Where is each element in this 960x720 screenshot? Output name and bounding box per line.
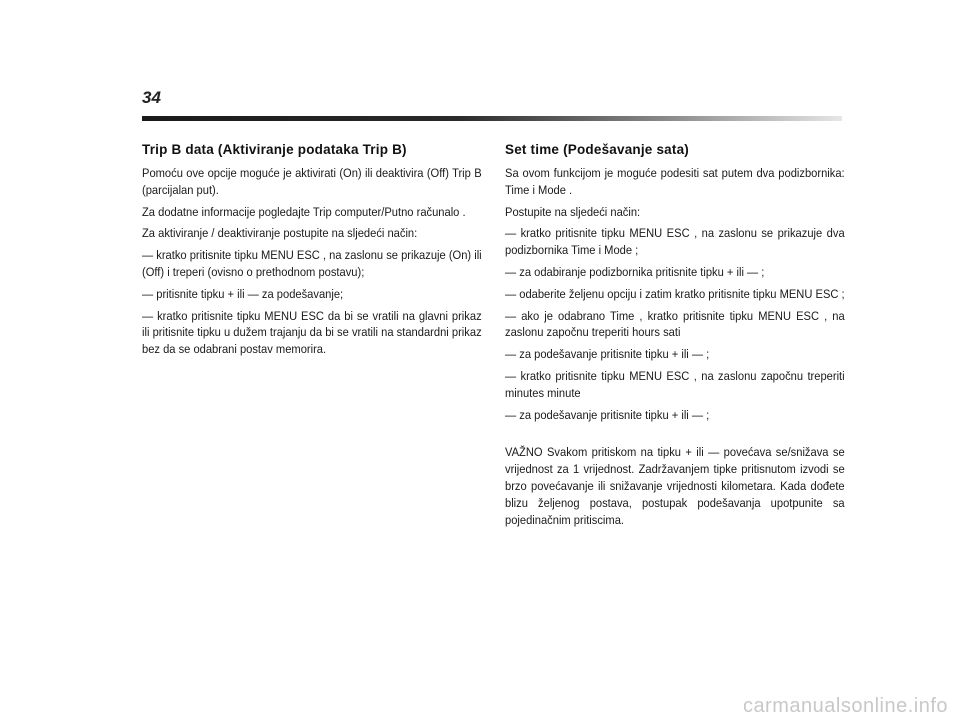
right-paragraph: — za odabiranje podizbornika pritisnite tipku + ili — ; (505, 264, 765, 279)
watermark: carmanualsonline.info (742, 695, 948, 717)
spacer (505, 428, 845, 444)
left-paragraph: — pritisnite tipku + ili — za podešavanje; (142, 286, 344, 301)
right-paragraph: — kratko pritisnite tipku MENU ESC , na zaslonu započnu treperiti minutes minute (505, 368, 845, 400)
right-column (505, 142, 845, 533)
right-paragraph: Postupite na sljedeći način: (505, 204, 641, 219)
right-paragraph: — za podešavanje pritisnite tipku + ili — ; (505, 347, 710, 362)
left-paragraph: — kratko pritisnite tipku MENU ESC da bi se vratili na glavni prikaz ili pritisnite tipku u dužem trajanju da bi se vratili na standardni prikaz bez da se odabrani postav memorira. (142, 308, 482, 357)
right-paragraph: Sa ovom funkcijom je moguće podesiti sat putem dva podizbornika: Time i Mode . (505, 166, 845, 197)
header-rule (142, 116, 842, 121)
left-column (142, 142, 482, 363)
right-paragraph: — odaberite željenu opciju i zatim kratko pritisnite tipku MENU ESC ; (505, 286, 845, 301)
page-number: 34 (142, 88, 161, 107)
right-paragraph: — kratko pritisnite tipku MENU ESC , na zaslonu se prikazuje dva podizbornika Time i Mode ; (505, 226, 845, 258)
trip-b-heading: Trip B data (Aktiviranje podataka Trip B) (142, 142, 407, 157)
set-time-heading: Set time (Podešavanje sata) (505, 142, 689, 157)
left-paragraph: Za aktiviranje / deaktiviranje postupite na sljedeći način: (142, 226, 418, 241)
left-paragraph: Za dodatne informacije pogledajte Trip computer/Putno računalo . (142, 204, 466, 219)
important-note: VAŽNO Svakom pritiskom na tipku + ili — povećava se/snižava se vrijednost za 1 vrijednost. Zadržavanjem tipke pritisnutom izvodi se brzo povećavanje ili snižavanje vrijednosti kilometara. Kada dođete blizu željenog postava, postupak podešavanja upotpunite sa pojedinačnim pritiscima. (505, 445, 845, 527)
right-paragraph: — ako je odabrano Time , kratko pritisnite tipku MENU ESC , na zaslonu započnu treperiti hours sati (505, 308, 845, 340)
left-paragraph: — kratko pritisnite tipku MENU ESC , na zaslonu se prikazuje (On) ili (Off) i treperi (ovisno o prethodnom postavu); (142, 248, 482, 279)
left-paragraph: Pomoću ove opcije moguće je aktivirati (On) ili deaktivira (Off) Trip B (parcijalan put). (142, 166, 482, 197)
right-paragraph: — za podešavanje pritisnite tipku + ili — ; (505, 407, 710, 422)
